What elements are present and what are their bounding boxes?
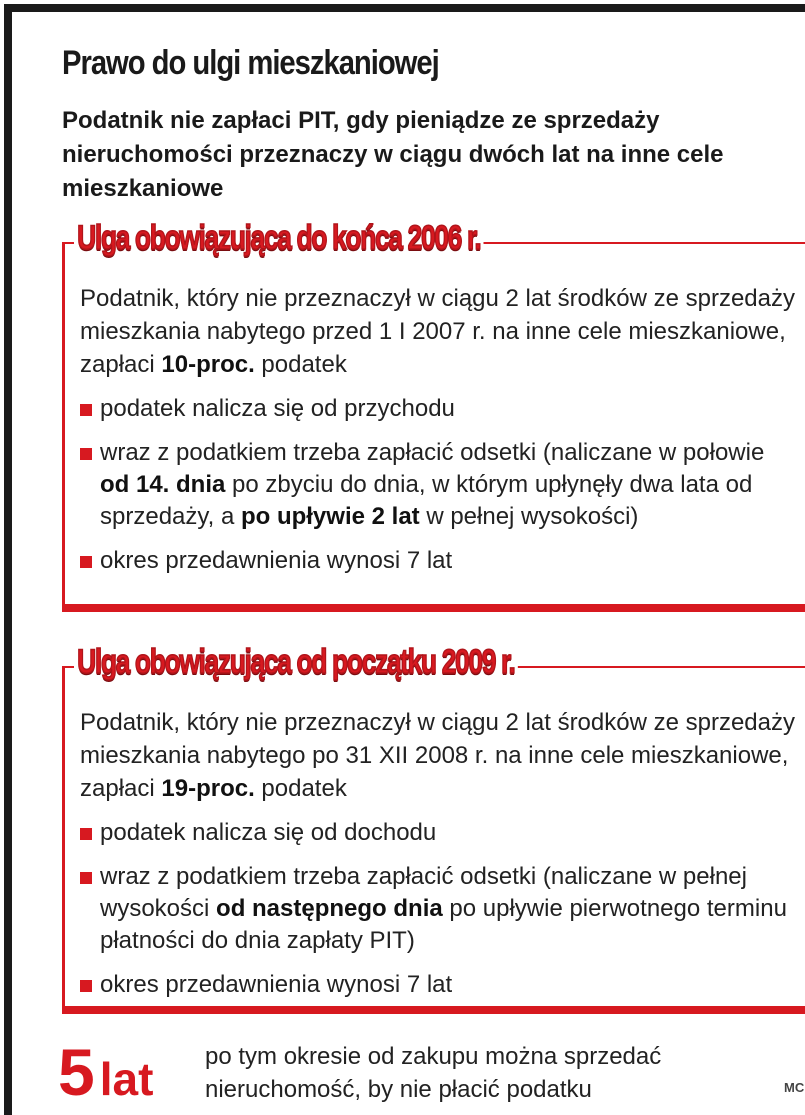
frame-top-border <box>4 4 805 12</box>
red-square-bullet-icon <box>80 980 92 992</box>
bullet-bold: od następnego dnia <box>216 895 443 922</box>
intro-text: Podatnik, który nie przeznaczył w ciągu 2 lat środków ze sprzedaży mieszkania nabytego przed 1 I 2007 r. na inne cele mieszkaniowe, zapłaci <box>80 285 795 378</box>
frame-left-border <box>4 4 12 1115</box>
red-square-bullet-icon <box>80 872 92 884</box>
bullet-text: wraz z podatkiem trzeba zapłacić odsetki (naliczane w pełnej wysokości <box>100 863 747 922</box>
section-label: Ulga obowiązująca do końca 2006 r. <box>74 216 484 260</box>
section-content <box>80 282 800 577</box>
bullet-item <box>80 545 800 577</box>
bullet-text: wraz z podatkiem trzeba zapłacić odsetki (naliczane w połowie <box>100 439 765 466</box>
page-title: Prawo do ulgi mieszkaniowej <box>62 44 439 82</box>
bullet-bold: po upływie 2 lat <box>240 503 420 530</box>
footer-unit: lat <box>99 1053 154 1105</box>
bullet-item <box>80 437 800 533</box>
intro-text-end: podatek <box>254 775 347 802</box>
section-intro <box>80 282 800 381</box>
red-square-bullet-icon <box>80 404 92 416</box>
bullet-text: okres przedawnienia wynosi 7 lat <box>100 547 453 574</box>
footer-highlight-number <box>58 1036 153 1115</box>
red-square-bullet-icon <box>80 828 92 840</box>
bullet-text: podatek nalicza się od dochodu <box>100 819 437 846</box>
bullet-item <box>80 861 800 957</box>
bullet-text: okres przedawnienia wynosi 7 lat <box>100 971 453 998</box>
section-relief-from-2009 <box>62 640 805 1014</box>
bullet-item <box>80 817 800 849</box>
section-intro <box>80 706 800 805</box>
bullet-text: w pełnej wysokości) <box>419 503 639 530</box>
intro-text-end: podatek <box>254 351 347 378</box>
bullet-list <box>80 817 800 1001</box>
author-credit: MC <box>784 1080 805 1095</box>
intro-rate: 10-proc. <box>161 351 255 378</box>
bullet-bold: od 14. dnia <box>100 471 226 498</box>
section-content <box>80 706 800 1001</box>
red-square-bullet-icon <box>80 448 92 460</box>
section-relief-until-2006 <box>62 216 805 612</box>
red-square-bullet-icon <box>80 556 92 568</box>
bullet-text: podatek nalicza się od przychodu <box>100 395 455 422</box>
bullet-list <box>80 393 800 577</box>
bullet-item <box>80 969 800 1001</box>
bullet-text: po upływie pierwotnego terminu płatności do dnia zapłaty PIT) <box>100 895 787 954</box>
bullet-text: po zbyciu do dnia, w którym upłynęły dwa lata od sprzedaży, a <box>100 471 753 530</box>
section-label: Ulga obowiązująca od początku 2009 r. <box>74 640 518 684</box>
footer-text: po tym okresie od zakupu można sprzedać nieruchomość, by nie płacić podatku <box>205 1043 662 1103</box>
intro-text: Podatnik, który nie przeznaczył w ciągu 2 lat środków ze sprzedaży mieszkania nabytego po 31 XII 2008 r. na inne cele mieszkaniowe, zapłaci <box>80 709 795 802</box>
intro-rate: 19-proc. <box>161 775 255 802</box>
footer-number: 5 <box>58 1035 94 1109</box>
bullet-item <box>80 393 800 425</box>
subtitle: Podatnik nie zapłaci PIT, gdy pieniądze ze sprzedaży nieruchomości przeznaczy w ciągu dwóch lat na inne cele mieszkaniowe <box>62 107 724 202</box>
